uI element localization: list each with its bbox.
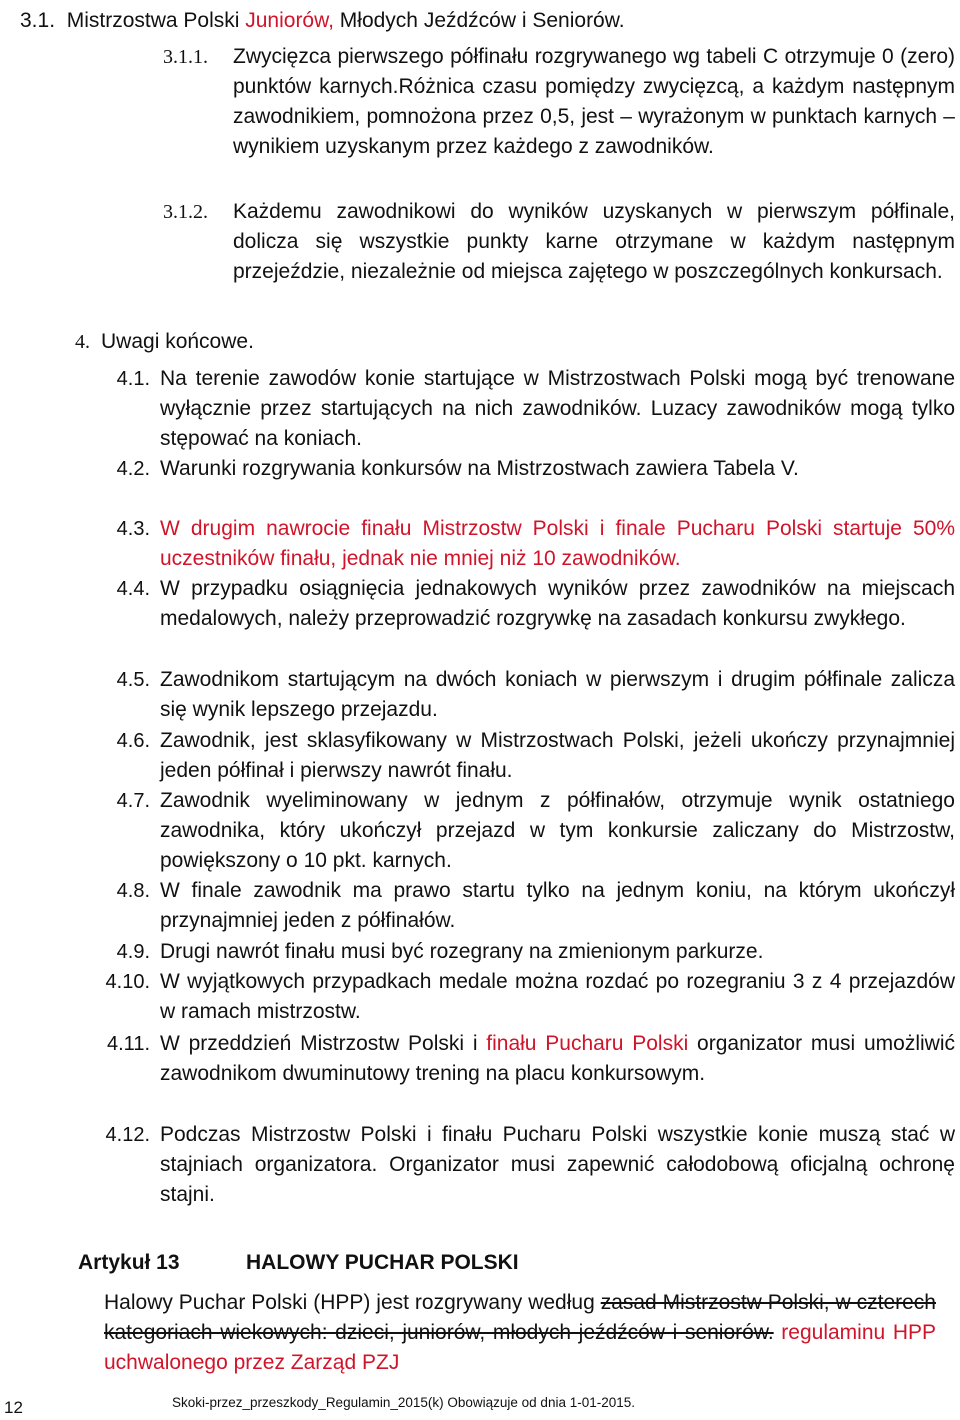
paragraph-number: 3.1.2.: [163, 201, 208, 223]
section-title-rest: Młodych Jeźdźców i Seniorów.: [333, 9, 625, 32]
section-title-highlight: Juniorów,: [245, 9, 334, 32]
item-text: Podczas Mistrzostw Polski i finału Pucharu Polski wszystkie konie muszą stać w stajniach organizatora. Organizator musi zapewnić całodobową oficjalną ochronę stajni.: [160, 1123, 955, 1206]
item-number: 4.11.: [107, 1033, 150, 1055]
article-deleted-text: zasad Mistrzostw Polski, w czterech kategoriach wiekowych: dzieci, juniorów, młodych jeźdźców i seniorów.: [104, 1291, 936, 1344]
item-text: Zawodnik wyeliminowany w jednym z półfinałów, otrzymuje wynik ostatniego zawodnika, który ukończył przejazd w tym konkursie zaliczany do Mistrzostw, powiększony o 10 pkt. karnych.: [160, 789, 955, 872]
item-text-part: W przeddzień Mistrzostw Polski i: [160, 1032, 487, 1055]
item-text: Warunki rozgrywania konkursów na Mistrzostwach zawiera Tabela V.: [160, 457, 799, 480]
item-number: 4.7.: [116, 790, 150, 812]
section-title: Uwagi końcowe.: [101, 330, 254, 353]
page-number: 12: [4, 1398, 23, 1417]
item-text: Drugi nawrót finału musi być rozegrany na zmienionym parkurze.: [160, 940, 764, 963]
section-number: 3.1.: [20, 9, 56, 32]
item-text-highlight: finału Pucharu Polski: [486, 1032, 689, 1055]
item-number: 4.4.: [116, 578, 150, 600]
article-text-part: Halowy Puchar Polski (HPP) jest rozgrywany według: [104, 1291, 601, 1314]
item-number: 4.12.: [105, 1124, 150, 1146]
article-text: [104, 1288, 936, 1378]
item-text: Na terenie zawodów konie startujące w Mistrzostwach Polski mogą być trenowane wyłącznie przez startujących na nich zawodników. Luzacy zawodników mogą tylko stępować na koniach.: [160, 367, 955, 450]
item-text: [160, 1029, 955, 1089]
item-number: 4.1.: [116, 368, 150, 390]
item-number: 4.6.: [116, 730, 150, 752]
item-number: 4.8.: [116, 880, 150, 902]
page-footer: Skoki-przez_przeszkody_Regulamin_2015(k) Obowiązuje od dnia 1-01-2015.: [172, 1395, 636, 1410]
item-number: 4.5.: [116, 669, 150, 691]
article-title: HALOWY PUCHAR POLSKI: [246, 1251, 519, 1274]
item-number: 4.10.: [105, 971, 150, 993]
article-inserted-text: regulaminu HPP uchwalonego przez Zarząd PZJ: [104, 1321, 936, 1374]
item-text: W finale zawodnik ma prawo startu tylko na jednym koniu, na którym ukończył przynajmniej jeden z półfinałów.: [160, 879, 955, 932]
item-number: 4.9.: [116, 941, 150, 963]
item-number: 4.3.: [116, 518, 150, 540]
section-heading-3-1: [20, 6, 950, 36]
item-text: W przypadku osiągnięcia jednakowych wyników przez zawodników na miejscach medalowych, należy przeprowadzić rozgrywkę na zasadach konkursu zwykłego.: [160, 577, 955, 630]
section-title-part: Mistrzostwa Polski: [66, 9, 246, 32]
item-text: Zawodnik, jest sklasyfikowany w Mistrzostwach Polski, jeżeli ukończy przynajmniej jeden półfinał i pierwszy nawrót finału.: [160, 729, 955, 782]
item-text-rest: organizator musi umożliwić zawodnikom dwuminutowy trening na placu konkursowym.: [160, 1032, 955, 1085]
item-text: W wyjątkowych przypadkach medale można rozdać po rozegraniu 3 z 4 przejazdów w ramach mistrzostw.: [160, 970, 955, 1023]
paragraph-number: 3.1.1.: [163, 46, 208, 68]
item-text: W drugim nawrocie finału Mistrzostw Polski i finale Pucharu Polski startuje 50% uczestników finału, jednak nie mniej niż 10 zawodników.: [160, 517, 955, 570]
article-label: Artykuł 13: [78, 1251, 180, 1274]
paragraph-text: Zwycięzca pierwszego półfinału rozgrywanego wg tabeli C otrzymuje 0 (zero) punktów karnych.Różnica czasu pomiędzy zwycięzcą, a każdym następnym zawodnikiem, pomnożona przez 0,5, jest – wyrażonym w punktach karnych – wynikiem uzyskanym przez każdego z zawodników.: [233, 45, 955, 158]
paragraph-text: Każdemu zawodnikowi do wyników uzyskanych w pierwszym półfinale, dolicza się wszystkie punkty karne otrzymane w każdym następnym przejeździe, niezależnie od miejsca zajętego w poszczególnych konkursach.: [233, 200, 955, 283]
item-number: 4.2.: [116, 458, 150, 480]
item-text: Zawodnikom startującym na dwóch koniach w pierwszym i drugim półfinale zalicza się wynik lepszego przejazdu.: [160, 668, 955, 721]
section-number: 4.: [75, 331, 90, 353]
